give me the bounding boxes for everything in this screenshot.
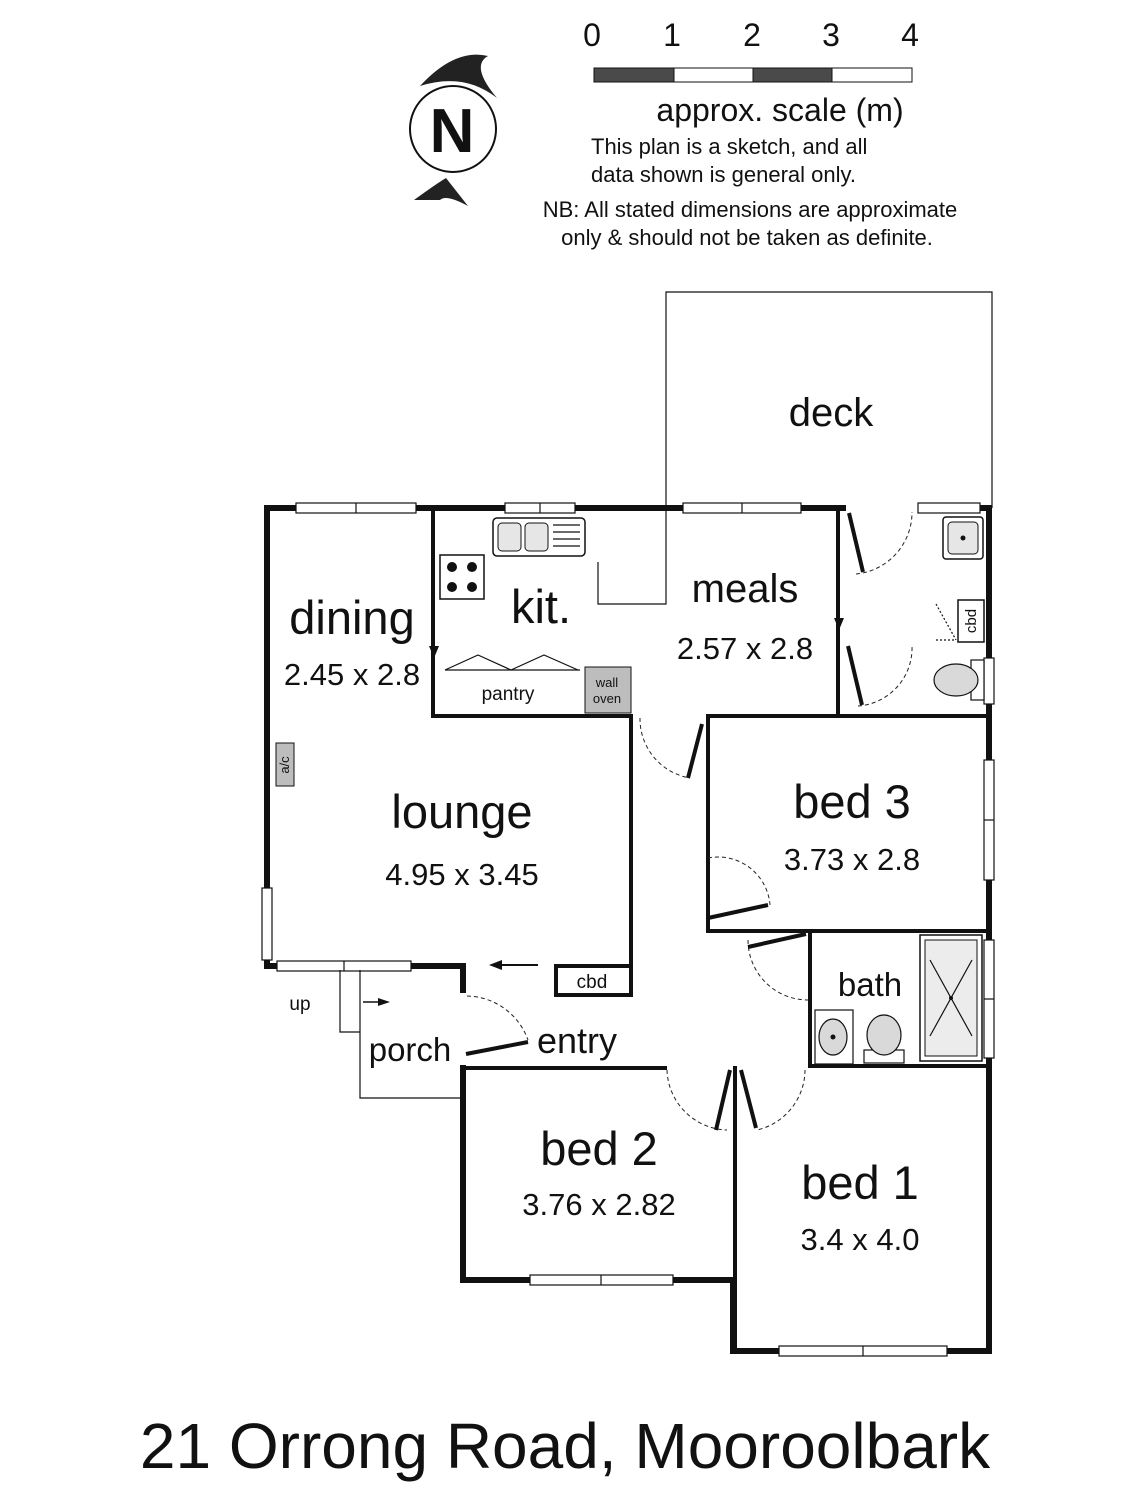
dining-name: dining bbox=[289, 591, 415, 644]
shower-icon bbox=[920, 935, 982, 1061]
scale-segment bbox=[832, 68, 912, 82]
scale-label: approx. scale (m) bbox=[656, 92, 904, 128]
bed1-name: bed 1 bbox=[801, 1156, 919, 1209]
bed1-size: 3.4 x 4.0 bbox=[800, 1222, 920, 1257]
cooktop-icon bbox=[440, 555, 484, 599]
lounge-size: 4.95 x 3.45 bbox=[385, 857, 539, 892]
porch-name: porch bbox=[368, 1031, 452, 1068]
wall-oven bbox=[585, 667, 631, 713]
vanity-basin-icon bbox=[815, 1010, 853, 1064]
disclaimer-line-4: only & should not be taken as definite. bbox=[561, 225, 933, 250]
entry-name: entry bbox=[536, 1020, 618, 1061]
scale-segment bbox=[753, 68, 832, 82]
window bbox=[984, 658, 994, 704]
scale-tick-4: 4 bbox=[901, 17, 919, 53]
wall-oven-label-2: oven bbox=[592, 691, 622, 706]
bed2-name: bed 2 bbox=[540, 1122, 658, 1175]
bath-name: bath bbox=[837, 966, 903, 1003]
double-sink-icon bbox=[493, 518, 585, 556]
bath-toilet-icon bbox=[864, 1015, 904, 1063]
deck-name: deck bbox=[788, 391, 874, 435]
toilet-icon bbox=[934, 660, 984, 700]
laundry-fixtures bbox=[934, 517, 984, 700]
wall-oven-label-1: wall bbox=[595, 675, 619, 690]
disclaimer-line-2: data shown is general only. bbox=[591, 162, 856, 187]
scale-tick-2: 2 bbox=[743, 17, 761, 53]
window bbox=[918, 503, 980, 513]
meals-name: meals bbox=[691, 567, 799, 611]
lounge-name: lounge bbox=[391, 785, 533, 838]
scale-segment bbox=[594, 68, 674, 82]
laundry-cbd-label: cbd bbox=[963, 608, 980, 634]
up-label: up bbox=[289, 994, 311, 1015]
room-labels bbox=[284, 391, 920, 1257]
kitchen-name: kit. bbox=[510, 580, 572, 633]
scale-bar bbox=[583, 17, 919, 128]
meals-size: 2.57 x 2.8 bbox=[676, 631, 814, 666]
scale-tick-1: 1 bbox=[663, 17, 681, 53]
scale-tick-0: 0 bbox=[583, 17, 601, 53]
property-address: 21 Orrong Road, Mooroolbark bbox=[139, 1410, 991, 1482]
entry-cbd-label: cbd bbox=[576, 972, 608, 993]
disclaimer-line-1: This plan is a sketch, and all bbox=[591, 134, 868, 159]
bed3-name: bed 3 bbox=[793, 775, 911, 828]
scale-segment bbox=[674, 68, 753, 82]
disclaimer bbox=[543, 134, 958, 250]
ac-label: a/c bbox=[277, 756, 292, 774]
pantry-label: pantry bbox=[481, 684, 535, 705]
compass-letter: N bbox=[429, 97, 475, 166]
scale-tick-3: 3 bbox=[822, 17, 840, 53]
laundry-tub-icon bbox=[943, 517, 983, 559]
deck-area bbox=[598, 292, 992, 604]
bed2-size: 3.76 x 2.82 bbox=[522, 1187, 676, 1222]
north-compass-icon bbox=[410, 55, 497, 206]
dining-size: 2.45 x 2.8 bbox=[283, 657, 421, 692]
bed3-size: 3.73 x 2.8 bbox=[783, 842, 921, 877]
disclaimer-line-3: NB: All stated dimensions are approximate bbox=[542, 197, 958, 222]
window bbox=[262, 888, 272, 960]
